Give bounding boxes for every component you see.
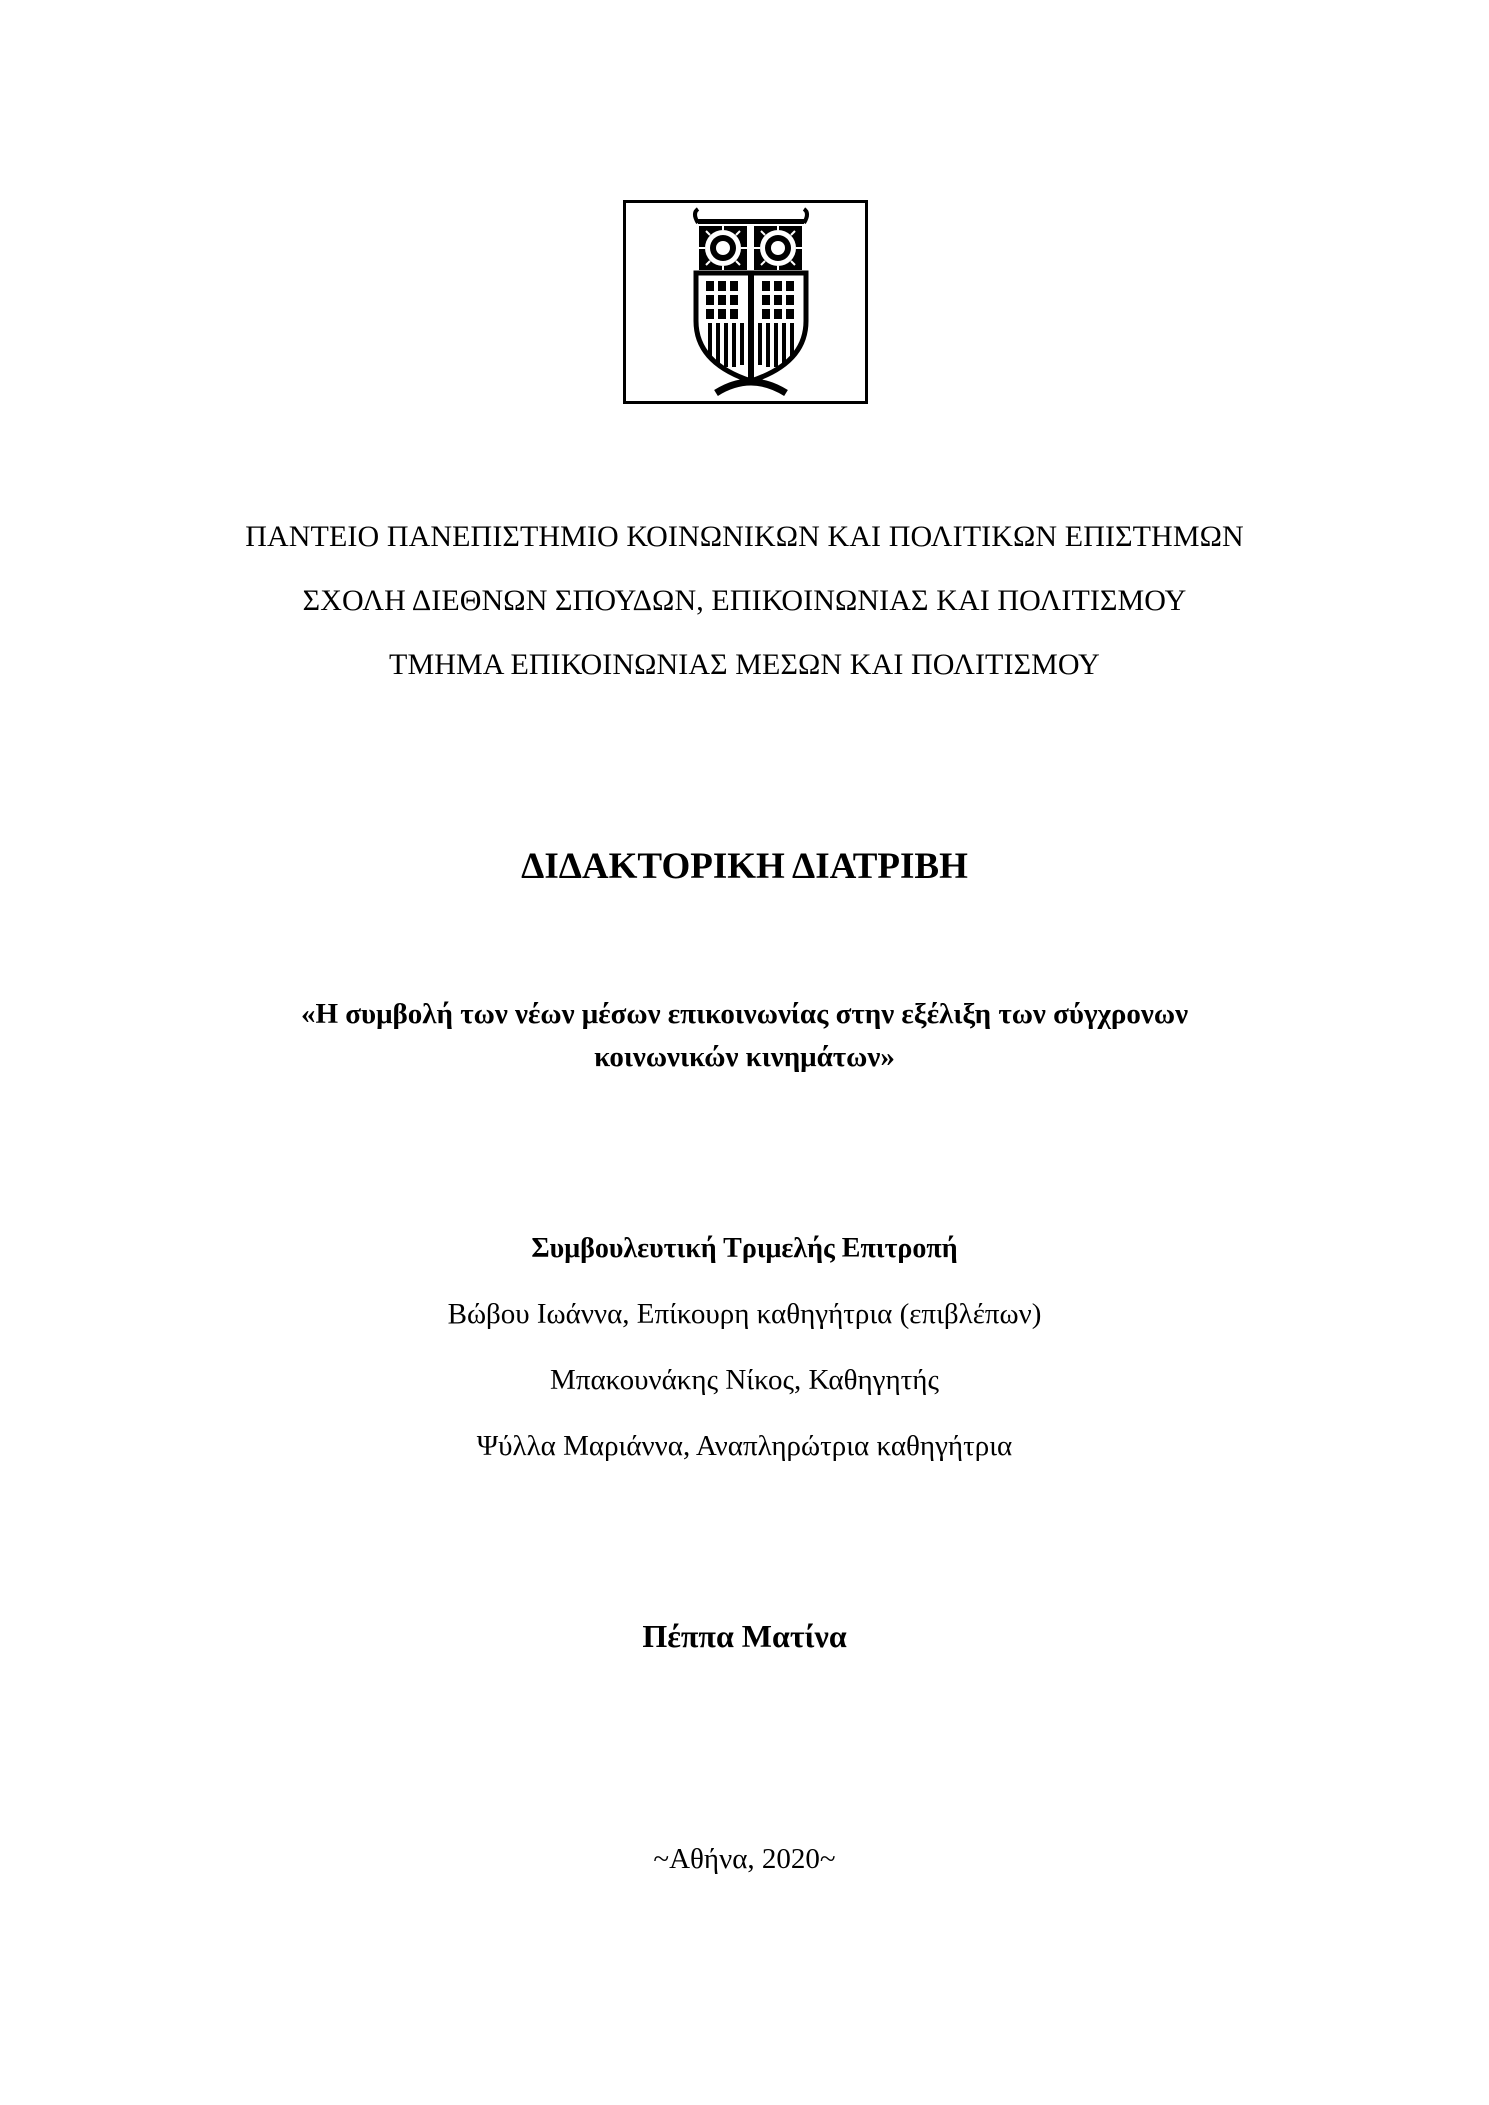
place-date: ~Αθήνα, 2020~ bbox=[653, 1843, 836, 1875]
university-name: ΠΑΝΤΕΙΟ ΠΑΝΕΠΙΣΤΗΜΙΟ ΚΟΙΝΩΝΙΚΩΝ ΚΑΙ ΠΟΛΙΤΙΚΩΝ ΕΠΙΣΤΗΜΩΝ bbox=[245, 520, 1244, 553]
department-name: ΤΜΗΜΑ ΕΠΙΚΟΙΝΩΝΙΑΣ ΜΕΣΩΝ ΚΑΙ ΠΟΛΙΤΙΣΜΟΥ bbox=[389, 648, 1100, 681]
university-crest-icon bbox=[626, 203, 871, 407]
committee-member: Ψύλλα Μαριάννα, Αναπληρώτρια καθηγήτρια bbox=[476, 1430, 1013, 1462]
committee-member: Μπακουνάκης Νίκος, Καθηγητής bbox=[550, 1364, 939, 1396]
university-logo bbox=[623, 200, 868, 404]
thesis-title-line2: κοινωνικών κινημάτων» bbox=[594, 1041, 895, 1073]
school-name: ΣΧΟΛΗ ΔΙΕΘΝΩΝ ΣΠΟΥΔΩΝ, ΕΠΙΚΟΙΝΩΝΙΑΣ ΚΑΙ ΠΟΛΙΤΙΣΜΟΥ bbox=[302, 584, 1187, 617]
document-type-title: ΔΙΔΑΚΤΟΡΙΚΗ ΔΙΑΤΡΙΒΗ bbox=[521, 846, 968, 887]
committee-member: Βώβου Ιωάννα, Επίκουρη καθηγήτρια (επιβλέπων) bbox=[447, 1298, 1042, 1330]
author-name: Πέππα Ματίνα bbox=[642, 1618, 847, 1654]
committee-heading: Συμβουλευτική Τριμελής Επιτροπή bbox=[531, 1233, 958, 1264]
thesis-title-line1: «Η συμβολή των νέων μέσων επικοινωνίας στην εξέλιξη των σύγχρονων bbox=[300, 998, 1189, 1030]
